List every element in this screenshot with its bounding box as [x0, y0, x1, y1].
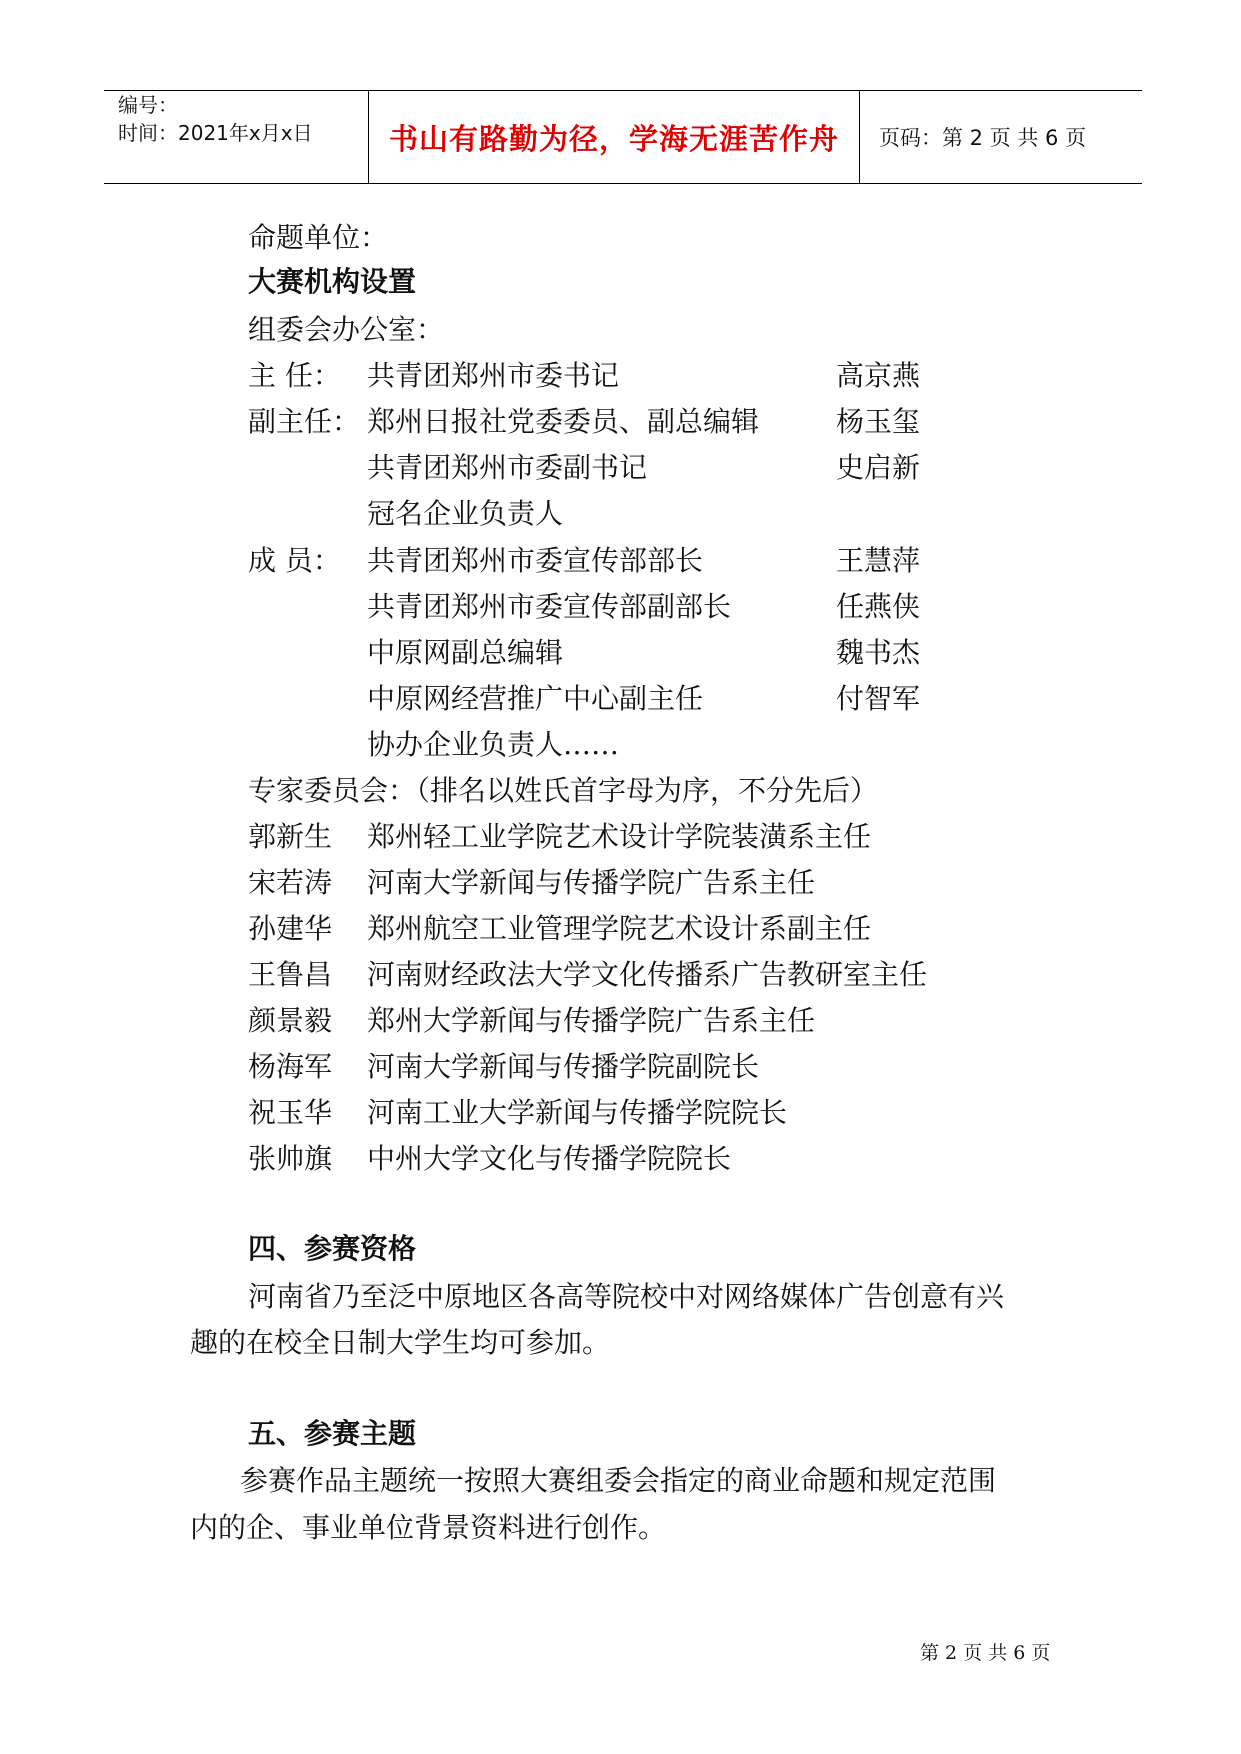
- section5-line2: 内的企、事业单位背景资料进行创作。: [190, 1511, 667, 1544]
- expert-role: 河南大学新闻与传播学院广告系主任: [367, 866, 816, 899]
- section4-heading: 四、参赛资格: [248, 1232, 417, 1265]
- expert-name: 颜景毅: [248, 1004, 333, 1037]
- member-role: 中原网副总编辑: [367, 636, 564, 669]
- member-name: 魏书杰: [836, 636, 921, 669]
- vice-role: 郑州日报社党委委员、副总编辑: [367, 405, 760, 438]
- vice-name: 杨玉玺: [836, 405, 921, 438]
- member-role: 协办企业负责人……: [367, 728, 620, 761]
- expert-name: 宋若涛: [248, 866, 333, 899]
- proposition-unit: 命题单位：: [248, 221, 389, 254]
- member-role: 中原网经营推广中心副主任: [367, 682, 704, 715]
- member-name: 王慧萍: [836, 544, 921, 577]
- expert-role: 中州大学文化与传播学院院长: [367, 1142, 732, 1175]
- time-label: 时间：2021年x月x日: [118, 121, 313, 145]
- expert-role: 郑州轻工业学院艺术设计学院装潢系主任: [367, 820, 872, 853]
- header-page-number: 页码：第 2 页 共 6 页: [879, 126, 1087, 150]
- expert-role: 郑州大学新闻与传播学院广告系主任: [367, 1004, 816, 1037]
- header-meta: [118, 91, 313, 147]
- vice-role: 共青团郑州市委副书记: [367, 451, 648, 484]
- director-name: 高京燕: [836, 359, 921, 392]
- expert-role: 河南大学新闻与传播学院副院长: [367, 1050, 760, 1083]
- vice-role: 冠名企业负责人: [367, 497, 564, 530]
- member-role: 共青团郑州市委宣传部副部长: [367, 590, 732, 623]
- expert-name: 祝玉华: [248, 1096, 333, 1129]
- section4-line1: 河南省乃至泛中原地区各高等院校中对网络媒体广告创意有兴: [248, 1280, 1005, 1313]
- member-name: 付智军: [836, 682, 921, 715]
- experts-label: 专家委员会：（排名以姓氏首字母为序，不分先后）: [248, 774, 879, 807]
- member-role: 共青团郑州市委宣传部部长: [367, 544, 704, 577]
- section5-heading: 五、参赛主题: [248, 1417, 417, 1450]
- director-role: 共青团郑州市委书记: [367, 359, 620, 392]
- section4-line2: 趣的在校全日制大学生均可参加。: [190, 1326, 611, 1359]
- expert-name: 张帅旗: [248, 1142, 333, 1175]
- director-title: 主 任：: [248, 359, 341, 392]
- expert-name: 杨海军: [248, 1050, 333, 1083]
- footer-page-number: 第 2 页 共 6 页: [920, 1642, 1051, 1664]
- expert-role: 郑州航空工业管理学院艺术设计系副主任: [367, 912, 872, 945]
- org-heading: 大赛机构设置: [248, 265, 417, 298]
- section5-line1: 参赛作品主题统一按照大赛组委会指定的商业命题和规定范围: [240, 1464, 997, 1497]
- expert-name: 孙建华: [248, 912, 333, 945]
- header-divider: [859, 91, 860, 183]
- header-motto: 书山有路勤为径，学海无涯苦作舟: [388, 121, 839, 156]
- expert-name: 郭新生: [248, 820, 333, 853]
- vice-title: 副主任：: [248, 405, 361, 438]
- expert-role: 河南财经政法大学文化传播系广告教研室主任: [367, 958, 928, 991]
- page-header: [104, 90, 1142, 184]
- number-label: 编号：: [118, 93, 178, 117]
- member-title: 成 员：: [248, 544, 341, 577]
- vice-name: 史启新: [836, 451, 921, 484]
- member-name: 任燕侠: [836, 590, 921, 623]
- expert-role: 河南工业大学新闻与传播学院院长: [367, 1096, 788, 1129]
- office-label: 组委会办公室：: [248, 313, 445, 346]
- expert-name: 王鲁昌: [248, 958, 333, 991]
